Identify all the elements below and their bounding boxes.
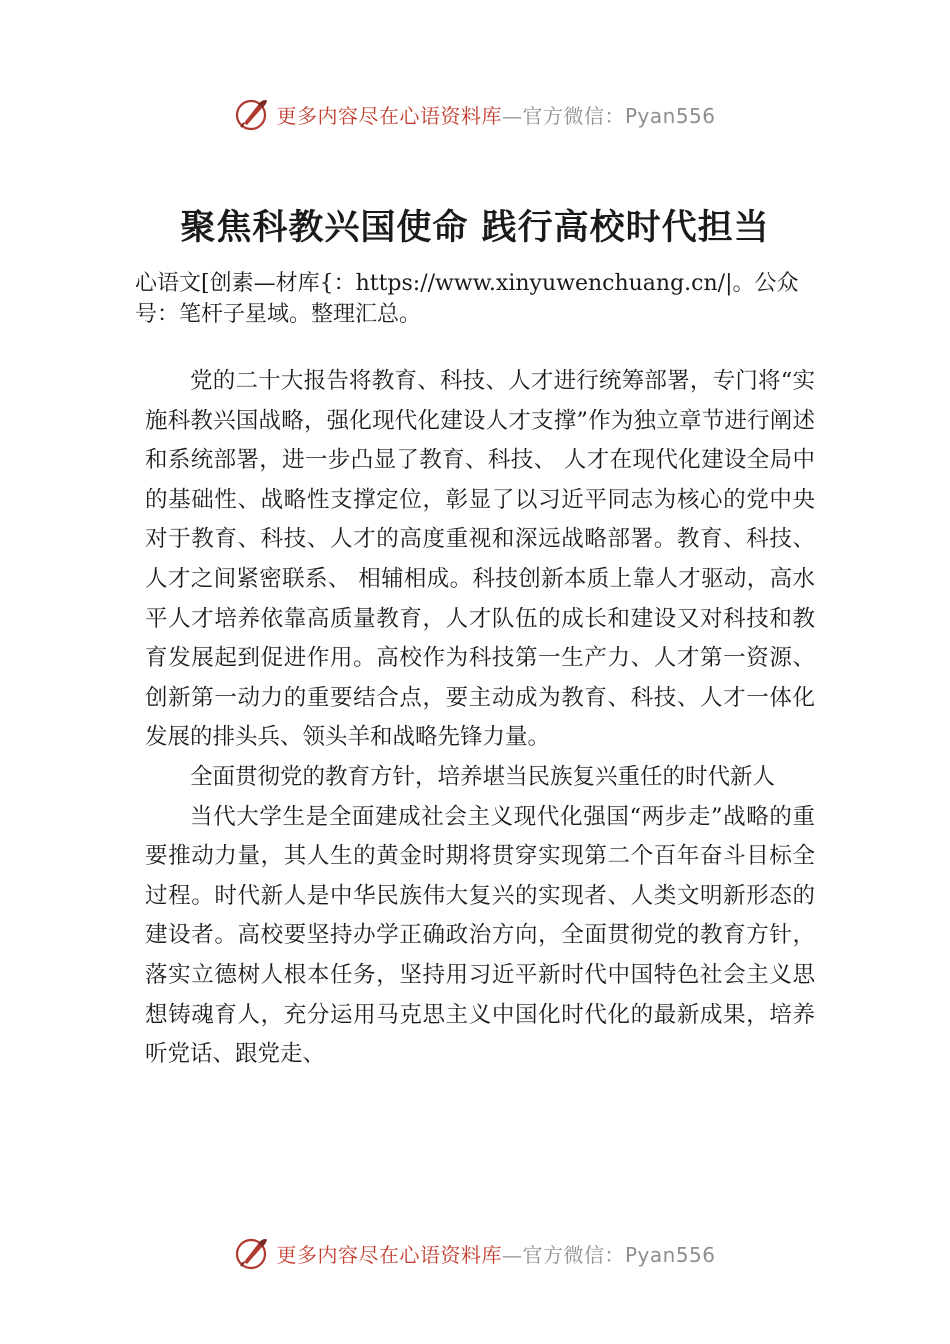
- banner-wechat-label: 官方微信：: [522, 103, 625, 128]
- banner-dash: —: [501, 103, 523, 128]
- quill-pen-seal-icon: [234, 96, 270, 132]
- banner-wechat-id: Pyan556: [624, 103, 716, 128]
- banner-wechat-label: 官方微信：: [522, 1242, 625, 1267]
- source-line: 心语文[创素—材库{：https://www.xinyuwenchuang.cn/|。公众号：笔杆子星域。整理汇总。: [135, 271, 799, 327]
- banner-site-name: 更多内容尽在心语资料库: [276, 103, 502, 128]
- body-paragraph: 党的二十大报告将教育、科技、人才进行统筹部署，专门将“实施科教兴国战略，强化现代化建设人才支撑”作为独立章节进行阐述和系统部署，进一步凸显了教育、科技、 人才在现代化建设全局中的基础性、战略性支撑定位，彰显了以习近平同志为核心的党中央对于教育、科技、人才的高度重视和深远战略部署。教育、科技、人才之间紧密联系、 相辅相成。科技创新本质上靠人才驱动，高水平人才培养依靠高质量教育，人才队伍的成长和建设又对科技和教育发展起到促进作用。高校作为科技第一生产力、人才第一资源、 创新第一动力的重要结合点，要主动成为教育、科技、人才一体化发展的排头兵、领头羊和战略先锋力量。: [145, 368, 815, 751]
- banner-dash: —: [501, 1242, 523, 1267]
- section-heading: 全面贯彻党的教育方针，培养堪当民族复兴重任的时代新人: [190, 763, 776, 790]
- document-title: 聚焦科教兴国使命 践行高校时代担当: [180, 208, 770, 248]
- body-paragraph: 当代大学生是全面建成社会主义现代化强国“两步走”战略的重要推动力量，其人生的黄金时期将贯穿实现第二个百年奋斗目标全过程。时代新人是中华民族伟大复兴的实现者、人类文明新形态的建设者。高校要坚持办学正确政治方向，全面贯彻党的教育方针，落实立德树人根本任务，坚持用习近平新时代中国特色社会主义思想铸魂育人，充分运用马克思主义中国化时代化的最新成果，培养听党话、跟党走、: [145, 803, 815, 1068]
- quill-pen-seal-icon: [234, 1235, 270, 1271]
- banner-wechat-id: Pyan556: [624, 1242, 716, 1267]
- footer-banner: [0, 1233, 950, 1273]
- banner-site-name: 更多内容尽在心语资料库: [276, 1242, 502, 1267]
- header-banner: [0, 94, 950, 134]
- banner-text: [276, 100, 715, 129]
- document-body: [145, 362, 815, 1075]
- banner-text: [276, 1239, 715, 1268]
